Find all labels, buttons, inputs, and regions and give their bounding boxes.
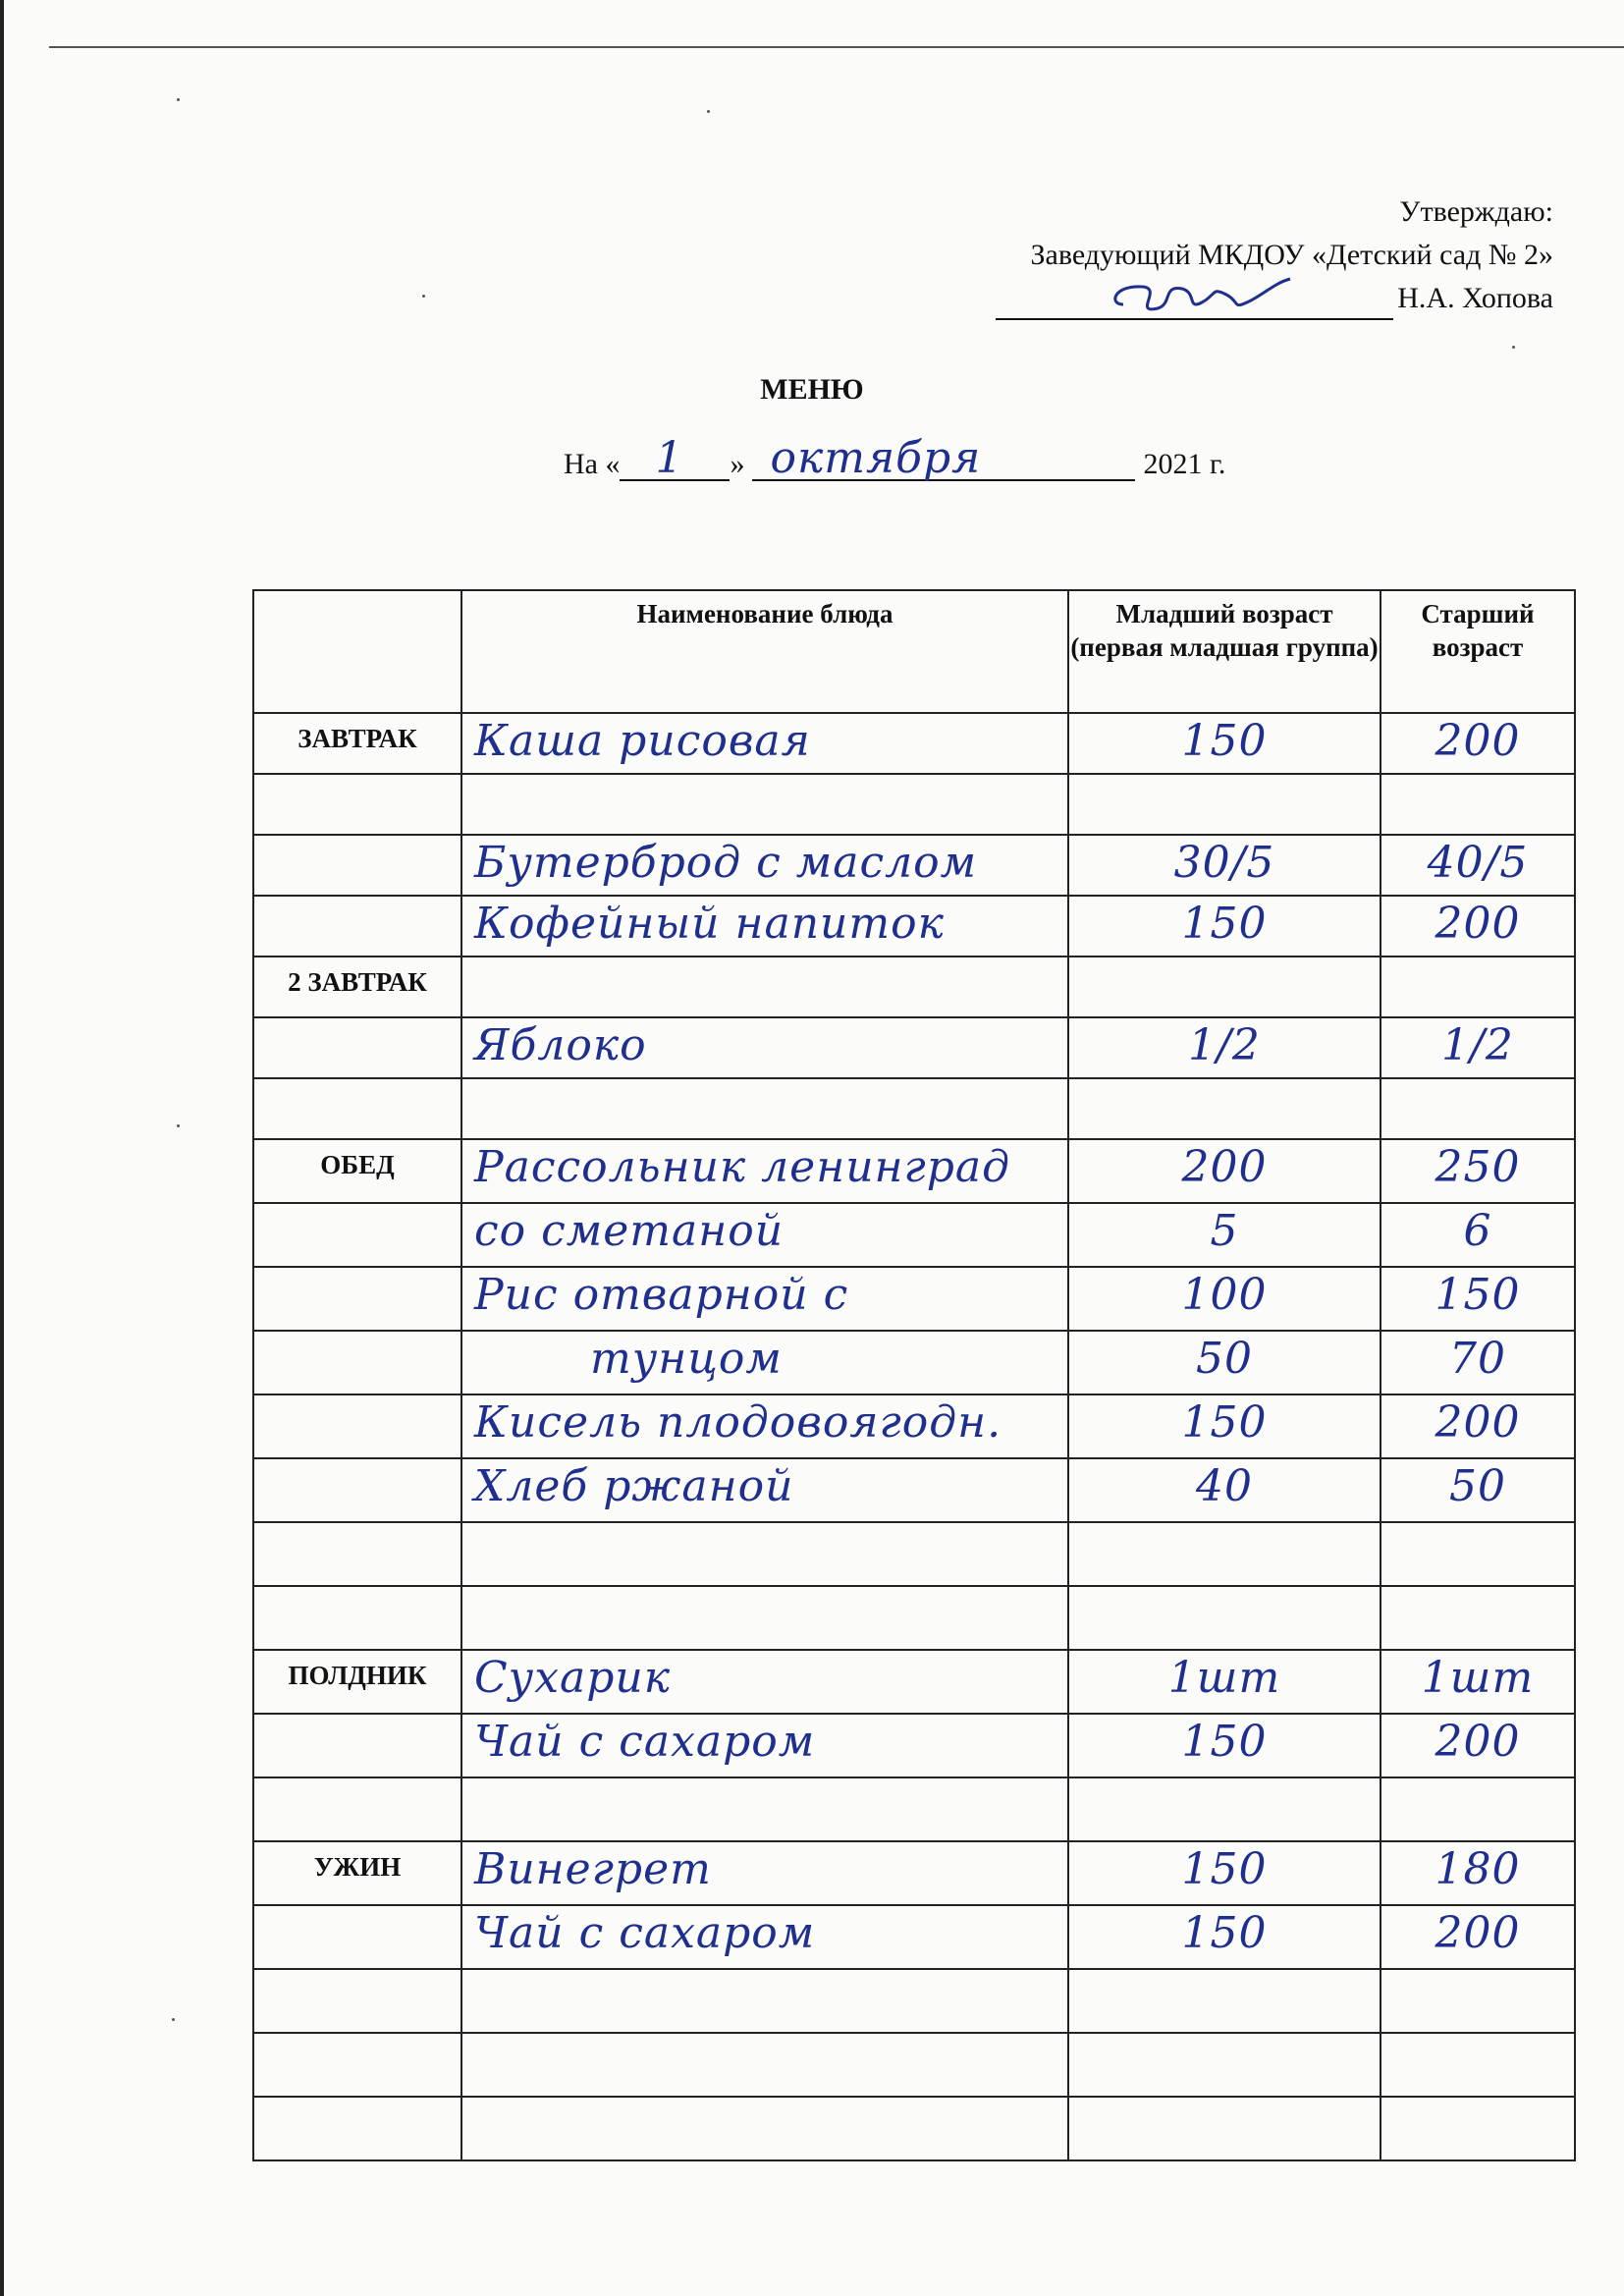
meal-cell [253,1078,461,1139]
junior-portion [1069,1523,1380,1525]
scan-speck [422,295,425,298]
senior-portion-cell [1380,1586,1575,1650]
junior-portion [1069,1587,1380,1589]
junior-portion: 30/5 [1173,838,1275,888]
senior-portion-cell [1380,1394,1575,1458]
date-mid: » [730,448,745,480]
scan-speck [1512,346,1515,349]
dish-name: Чай с сахаром [474,1717,816,1767]
junior-portion: 5 [1210,1206,1239,1256]
approval-heading: Утверждаю: [1399,195,1553,228]
dish-cell [461,957,1068,1017]
approval-position: Заведующий МКДОУ «Детский сад № 2» [1030,239,1553,271]
table-row [253,774,1575,835]
senior-portion-cell [1380,2097,1575,2160]
meal-cell [253,774,461,835]
junior-portion-cell [1068,1017,1380,1078]
dish-name [462,1778,1067,1780]
table-row [253,1394,1575,1458]
table-row [253,1522,1575,1586]
dish-name [462,2034,1067,2036]
table-row [253,1650,1575,1714]
senior-portion-cell [1380,1905,1575,1969]
senior-portion-cell [1380,1078,1575,1139]
senior-portion: 50 [1449,1461,1506,1511]
table-row [253,1586,1575,1650]
dish-name [462,775,1067,777]
meal-cell [253,1777,461,1841]
junior-portion-cell [1068,1331,1380,1394]
junior-portion-cell [1068,1458,1380,1522]
dish-cell [461,2033,1068,2097]
junior-portion-cell [1068,2033,1380,2097]
dish-name: Кисель плодовоягодн. [474,1397,1002,1448]
senior-portion: 40/5 [1427,838,1529,888]
dish-cell [461,2097,1068,2160]
junior-portion-cell [1068,1777,1380,1841]
date-prefix: На « [564,448,621,480]
dish-name [462,1970,1067,1972]
junior-portion: 200 [1181,1142,1268,1192]
senior-portion-cell [1380,1017,1575,1078]
senior-portion [1381,1970,1574,1972]
senior-portion: 200 [1435,716,1521,766]
junior-portion-cell [1068,1394,1380,1458]
junior-portion: 1/2 [1188,1020,1261,1070]
date-year: 2021 г. [1143,448,1226,480]
meal-cell [253,1969,461,2033]
junior-portion-cell [1068,896,1380,957]
date-day: 1 [655,433,684,483]
menu-body [253,713,1575,2160]
junior-portion-cell [1068,957,1380,1017]
meal-cell [253,1203,461,1267]
junior-portion: 150 [1181,899,1268,949]
dish-cell [461,1969,1068,2033]
top-rule [49,46,1624,48]
senior-portion: 200 [1435,1908,1521,1958]
meal-cell [253,896,461,957]
senior-portion: 150 [1435,1270,1521,1320]
dish-name [462,1587,1067,1589]
page-title: МЕНЮ [760,373,864,406]
date-line [564,433,1226,483]
dish-cell [461,1017,1068,1078]
meal-cell [253,1522,461,1586]
meal-cell [253,2033,461,2097]
senior-portion-cell [1380,1331,1575,1394]
junior-portion-cell [1068,1139,1380,1203]
table-row [253,2033,1575,2097]
table-row [253,1969,1575,2033]
senior-portion-cell [1380,1777,1575,1841]
table-row [253,835,1575,896]
senior-portion: 200 [1435,899,1521,949]
dish-name [462,1079,1067,1081]
dish-name: Бутерброд с маслом [474,838,978,888]
senior-portion-cell [1380,1203,1575,1267]
dish-cell [461,774,1068,835]
junior-portion-cell [1068,2097,1380,2160]
dish-cell [461,1394,1068,1458]
header-meal [253,590,461,713]
date-month: октября [770,433,982,483]
scan-speck [177,1124,180,1127]
dish-cell [461,1522,1068,1586]
junior-portion: 150 [1181,1717,1268,1767]
junior-portion-cell [1068,1267,1380,1331]
dish-cell [461,1714,1068,1777]
senior-portion-cell [1380,1139,1575,1203]
junior-portion-cell [1068,1586,1380,1650]
junior-portion [1069,957,1380,959]
dish-cell [461,1078,1068,1139]
junior-portion-cell [1068,1650,1380,1714]
meal-cell [253,1458,461,1522]
junior-portion: 1шт [1167,1653,1281,1703]
meal-cell: ОБЕД [253,1139,461,1203]
senior-portion [1381,2034,1574,2036]
dish-cell [461,1458,1068,1522]
dish-cell [461,1841,1068,1905]
dish-name: Хлеб ржаной [474,1461,794,1511]
junior-portion-cell [1068,1905,1380,1969]
meal-cell: ПОЛДНИК [253,1650,461,1714]
dish-name: Яблоко [474,1020,647,1070]
table-row [253,1267,1575,1331]
junior-portion [1069,2034,1380,2036]
junior-portion: 150 [1181,1397,1268,1448]
dish-cell [461,713,1068,774]
junior-portion [1069,1778,1380,1780]
dish-cell [461,1905,1068,1969]
table-row [253,713,1575,774]
meal-cell [253,1394,461,1458]
senior-portion: 70 [1449,1334,1506,1384]
month-blank [752,433,1135,483]
senior-portion [1381,1778,1574,1780]
junior-portion [1069,1079,1380,1081]
senior-portion-cell [1380,1969,1575,2033]
table-row [253,1841,1575,1905]
senior-portion-cell [1380,957,1575,1017]
table-row [253,1714,1575,1777]
senior-portion: 200 [1435,1717,1521,1767]
senior-portion: 1шт [1421,1653,1535,1703]
table-row [253,2097,1575,2160]
table-header-row [253,590,1575,713]
scan-speck [172,2018,175,2021]
approval-name: Н.А. Хопова [1397,282,1553,314]
table-row [253,1139,1575,1203]
junior-portion: 100 [1181,1270,1268,1320]
junior-portion-cell [1068,1522,1380,1586]
junior-portion [1069,2098,1380,2100]
dish-cell [461,1267,1068,1331]
header-senior: Старший возраст [1380,590,1575,713]
senior-portion-cell [1380,1841,1575,1905]
dish-name: со сметаной [474,1206,785,1256]
meal-cell: 2 ЗАВТРАК [253,957,461,1017]
dish-cell [461,1203,1068,1267]
table-row [253,1458,1575,1522]
scan-speck [707,110,710,113]
meal-cell [253,1267,461,1331]
meal-cell [253,2097,461,2160]
junior-portion-cell [1068,1969,1380,2033]
table-row [253,1017,1575,1078]
senior-portion [1381,2098,1574,2100]
junior-portion-cell [1068,835,1380,896]
scan-speck [177,98,180,101]
junior-portion: 150 [1181,716,1268,766]
dish-cell [461,1586,1068,1650]
table-row [253,1078,1575,1139]
meal-cell [253,1714,461,1777]
meal-cell: УЖИН [253,1841,461,1905]
meal-cell [253,835,461,896]
meal-cell [253,1017,461,1078]
meal-cell: ЗАВТРАК [253,713,461,774]
menu-table [252,589,1576,2161]
senior-portion: 200 [1435,1397,1521,1448]
senior-portion-cell [1380,1458,1575,1522]
table-row [253,1777,1575,1841]
senior-portion [1381,1079,1574,1081]
meal-cell [253,1331,461,1394]
junior-portion-cell [1068,1078,1380,1139]
dish-name: Рассольник ленинград [474,1142,1011,1192]
junior-portion-cell [1068,713,1380,774]
dish-name [462,957,1067,959]
junior-portion: 150 [1181,1908,1268,1958]
senior-portion [1381,1523,1574,1525]
signature-line [996,283,1393,320]
senior-portion: 1/2 [1441,1020,1514,1070]
junior-portion [1069,775,1380,777]
dish-name: Кофейный напиток [474,899,945,949]
junior-portion-cell [1068,1841,1380,1905]
dish-name: Сухарик [474,1653,672,1703]
table-row [253,1905,1575,1969]
senior-portion: 250 [1435,1142,1521,1192]
table-row [253,1203,1575,1267]
signature-row [996,277,1553,320]
dish-cell [461,1139,1068,1203]
junior-portion: 40 [1196,1461,1253,1511]
table-row [253,957,1575,1017]
dish-cell [461,835,1068,896]
junior-portion-cell [1068,774,1380,835]
dish-name [462,1523,1067,1525]
senior-portion-cell [1380,713,1575,774]
dish-name: тунцом [590,1334,783,1384]
senior-portion-cell [1380,1650,1575,1714]
senior-portion-cell [1380,835,1575,896]
meal-cell [253,1905,461,1969]
table-row [253,896,1575,957]
dish-name: Винегрет [474,1844,712,1894]
dish-name: Каша рисовая [474,716,811,766]
dish-cell [461,1777,1068,1841]
senior-portion [1381,1587,1574,1589]
senior-portion-cell [1380,774,1575,835]
approval-block [996,191,1553,320]
day-blank [620,433,730,483]
senior-portion-cell [1380,1522,1575,1586]
dish-name: Чай с сахаром [474,1908,816,1958]
senior-portion-cell [1380,1714,1575,1777]
header-junior: Младший возраст (первая младшая группа) [1068,590,1380,713]
dish-name [462,2098,1067,2100]
junior-portion [1069,1970,1380,1972]
senior-portion-cell [1380,1267,1575,1331]
senior-portion: 180 [1435,1844,1521,1894]
meal-cell [253,1586,461,1650]
senior-portion-cell [1380,896,1575,957]
senior-portion [1381,957,1574,959]
senior-portion [1381,775,1574,777]
junior-portion: 50 [1196,1334,1253,1384]
dish-name: Рис отварной с [474,1270,849,1320]
dish-cell [461,1331,1068,1394]
header-dish: Наименование блюда [461,590,1068,713]
dish-cell [461,1650,1068,1714]
junior-portion: 150 [1181,1844,1268,1894]
signature-icon [1104,265,1300,324]
senior-portion: 6 [1463,1206,1492,1256]
junior-portion-cell [1068,1203,1380,1267]
junior-portion-cell [1068,1714,1380,1777]
table-row [253,1331,1575,1394]
senior-portion-cell [1380,2033,1575,2097]
dish-cell [461,896,1068,957]
scan-edge [0,0,4,2296]
